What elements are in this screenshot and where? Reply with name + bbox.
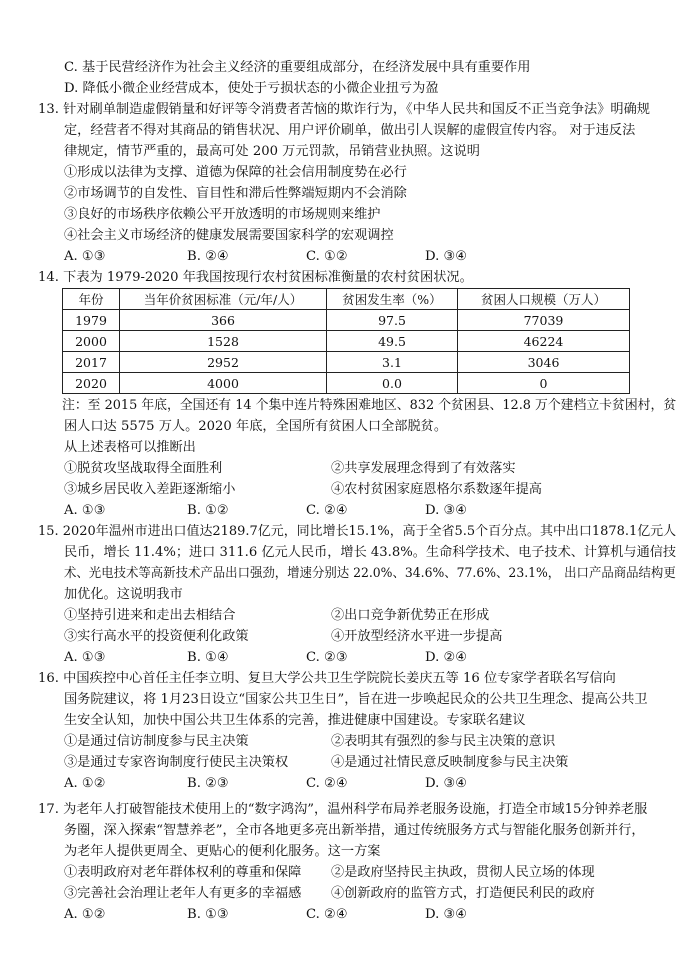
q17-option-1: ①表明政府对老年群体权利的尊重和保障 — [64, 865, 302, 880]
q17-stem-line2: 务圈，深入探索“智慧养老”，全市各地更多亮出新举措，通过传统服务方式与智能化服务创新并行， — [64, 823, 645, 838]
q16-stem-line2: 国务院建议，将 1月23日设立“国家公共卫生日”，旨在进一步唤起民众的公共卫生理念、提高公共卫 — [64, 692, 648, 707]
q14-option-1: ①脱贫攻坚战取得全面胜利 — [64, 461, 223, 476]
q13-stem-line3: 律规定，情节严重的，最高可处 200 万元罚款，吊销营业执照。这说明 — [64, 144, 480, 159]
q15-option-1: ①坚持引进来和走出去相结合 — [64, 608, 236, 623]
table-cell: 0.0 — [327, 373, 458, 394]
q13-option-4: ④社会主义市场经济的健康发展需要国家科学的宏观调控 — [64, 228, 394, 243]
q16-option-4: ④是通过社情民意反映制度参与民主决策 — [331, 755, 569, 770]
q16-answer-c: C. ②④ — [306, 776, 348, 791]
q17-answer-b: B. ①③ — [187, 907, 229, 922]
q17-answer-d: D. ③④ — [425, 907, 468, 922]
table-cell: 4000 — [120, 373, 327, 394]
prev-option-d: D. 降低小微企业经营成本，使处于亏损状态的小微企业扭亏为盈 — [64, 81, 439, 96]
q14-option-2: ②共享发展理念得到了有效落实 — [331, 461, 516, 476]
q14-note-line1: 注：至 2015 年底，全国还有 14 个集中连片特殊困难地区、832 个贫困县、12.8 万个建档立卡贫困村，贫 — [62, 398, 677, 413]
q14-lead: 从上述表格可以推断出 — [64, 440, 196, 455]
q15-option-2: ②出口竞争新优势正在形成 — [331, 608, 490, 623]
table-cell: 46224 — [458, 331, 630, 352]
table-header-cell: 贫困人口规模（万人） — [458, 289, 630, 310]
q14-answer-a: A. ①③ — [64, 503, 106, 518]
q17-answer-a: A. ①② — [64, 907, 106, 922]
table-cell: 97.5 — [327, 310, 458, 331]
q15-stem-line4: 加优化。这说明我市 — [64, 587, 183, 602]
q15-stem-line1: 15. 2020年温州市进出口值达2189.7亿元，同比增长15.1%，高于全省5.5个百分点。其中出口1878.1亿元人 — [38, 524, 677, 539]
table-row — [63, 373, 630, 394]
table-cell: 3.1 — [327, 352, 458, 373]
q15-option-3: ③实行高水平的投资便利化政策 — [64, 629, 249, 644]
q13-answer-a: A. ①③ — [64, 249, 106, 264]
table-header-cell: 当年价贫困标准（元/年/人） — [120, 289, 327, 310]
table-header-cell: 年份 — [63, 289, 120, 310]
table-cell: 2000 — [63, 331, 120, 352]
q13-stem-line2: 定，经营者不得对其商品的销售状况、用户评价刷单，做出引人误解的虚假宣传内容。 对于违反法 — [64, 123, 636, 138]
q16-answer-b: B. ②③ — [187, 776, 229, 791]
table-row — [63, 310, 630, 331]
q17-option-4: ④创新政府的监管方式，打造便民利民的政府 — [331, 886, 595, 901]
table-row — [63, 352, 630, 373]
q17-option-3: ③完善社会治理让老年人有更多的幸福感 — [64, 886, 302, 901]
table-cell: 2952 — [120, 352, 327, 373]
q17-stem-line3: 为老年人提供更周全、更贴心的便利化服务。这一方案 — [64, 844, 381, 859]
table-cell: 0 — [458, 373, 630, 394]
table-cell: 2017 — [63, 352, 120, 373]
q16-answer-a: A. ①② — [64, 776, 106, 791]
q16-option-3: ③是通过专家咨询制度行使民主决策权 — [64, 755, 289, 770]
q14-option-4: ④农村贫困家庭恩格尔系数逐年提高 — [331, 482, 542, 497]
q17-stem-line1: 17. 为老年人打破智能技术使用上的“数字鸿沟”，温州科学布局养老服务设施，打造全市域15分钟养老服 — [38, 802, 648, 817]
table-row — [63, 331, 630, 352]
table-header-cell: 贫困发生率（%） — [327, 289, 458, 310]
q16-answer-d: D. ③④ — [425, 776, 468, 791]
q13-stem-line1: 13. 针对刷单制造虚假销量和好评等令消费者苦恼的欺诈行为，《中华人民共和国反不正当竞争法》明确规 — [38, 102, 650, 117]
q13-answer-c: C. ①② — [306, 249, 348, 264]
q15-stem-line2: 民币，增长 11.4%；进口 311.6 亿元人民币，增长 43.8%。生命科学技术、电子技术、计算机与通信技 — [64, 545, 677, 560]
q14-answer-d: D. ③④ — [425, 503, 468, 518]
q13-answer-d: D. ③④ — [425, 249, 468, 264]
q13-option-3: ③良好的市场秩序依赖公平开放透明的市场规则来维护 — [64, 207, 381, 222]
table-cell: 1979 — [63, 310, 120, 331]
q16-option-2: ②表明其有强烈的参与民主决策的意识 — [331, 734, 556, 749]
q14-answer-c: C. ②④ — [306, 503, 348, 518]
q16-option-1: ①是通过信访制度参与民主决策 — [64, 734, 249, 749]
q15-answer-d: D. ②④ — [425, 650, 468, 665]
q13-option-2: ②市场调节的自发性、盲目性和滞后性弊端短期内不会消除 — [64, 186, 407, 201]
q17-answer-c: C. ②④ — [306, 907, 348, 922]
q15-answer-b: B. ①④ — [187, 650, 229, 665]
q17-option-2: ②是政府坚持民主执政，贯彻人民立场的体现 — [331, 865, 595, 880]
table-cell: 366 — [120, 310, 327, 331]
q14-note-line2: 困人口达 5575 万人。2020 年底，全国所有贫困人口全部脱贫。 — [64, 419, 448, 434]
q14-answer-b: B. ①② — [187, 503, 229, 518]
q15-answer-c: C. ②③ — [306, 650, 348, 665]
q14-stem: 14. 下表为 1979-2020 年我国按现行农村贫困标准衡量的农村贫困状况。 — [38, 270, 473, 285]
q16-stem-line3: 生安全认知，加快中国公共卫生体系的完善，推进健康中国建设。专家联名建议 — [64, 713, 526, 728]
table-cell: 1528 — [120, 331, 327, 352]
prev-option-c: C. 基于民营经济作为社会主义经济的重要组成部分，在经济发展中具有重要作用 — [64, 60, 531, 75]
table-cell: 49.5 — [327, 331, 458, 352]
q13-option-1: ①形成以法律为支撑、道德为保障的社会信用制度势在必行 — [64, 165, 407, 180]
table-cell: 77039 — [458, 310, 630, 331]
poverty-table — [62, 288, 630, 394]
q15-answer-a: A. ①③ — [64, 650, 106, 665]
q16-stem-line1: 16. 中国疾控中心首任主任李立明、复旦大学公共卫生学院院长姜庆五等 16 位专家学者联名写信向 — [38, 671, 616, 686]
table-cell: 3046 — [458, 352, 630, 373]
q15-stem-line3: 术、光电技术等高新技术产品出口强劲，增速分别达 22.0%、34.6%、77.6%、23.1%， 出口产品商品结构更 — [64, 566, 676, 581]
q14-option-3: ③城乡居民收入差距逐渐缩小 — [64, 482, 236, 497]
q15-option-4: ④开放型经济水平进一步提高 — [331, 629, 503, 644]
table-header-row — [63, 289, 630, 310]
table-cell: 2020 — [63, 373, 120, 394]
q13-answer-b: B. ②④ — [187, 249, 229, 264]
